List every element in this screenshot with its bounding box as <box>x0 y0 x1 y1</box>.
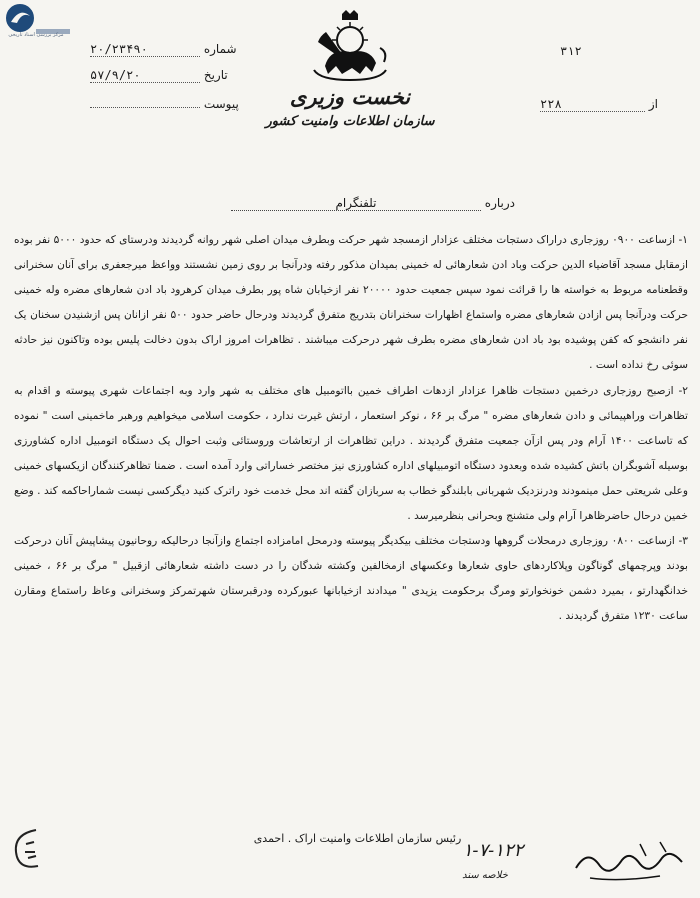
paragraph-1: ۱- ازساعت ۰۹۰۰ روزجاری دراراک دستجات مختلف عزادار ازمسجد شهر حرکت وبطرف میدان اصلی شهر روانه گردیدند ودرستای که حدود ۵۰۰۰ نفر بوده ازمقابل مسجد آقاضیاء الدین حرکت وباد ادن شعارهائی له خمینی بمیدان مذکور رفته ودرآنجا بر روی زمین نشستند وواعظ میرجعفری برای آنان سخنرانی وقطعنامه مربوط به خواسته ها را قرائت نمود سپس جمعیت حدود ۲۰۰۰۰ نفر ازخیابان شاه پور بطرف میدان کرهرود باد ادن شعارهای مضره وله خمینی حرکت ودرآنجا پس ازادن شعارهای مضره واستماع اظهارات سخنرانان بتدریج متفرق گردیدند ودرحال حاضر حدود ۵۰۰ نفر ازانان پس ازشنیدن سخنان یک نفر دانشجو که کفن پوشیده بود باد ادن شعارهای مضره بطرف شهر درحرکت میباشند . تظاهرات امروز اراک بدون دخالت پلیس بوده وتاکنون نیز حادثه سوئی رخ نداده است . <box>14 234 688 372</box>
field-tarikh <box>90 68 260 83</box>
field-peyvast-label: پیوست <box>203 97 239 111</box>
field-az-label: از <box>648 97 658 111</box>
document-body <box>14 228 688 630</box>
signer-title: رئیس سازمان اطلاعات وامنیت اراک . احمدی <box>253 832 462 845</box>
field-shomareh <box>90 42 260 57</box>
subject-value: تلفنگرام <box>231 196 481 211</box>
handwritten-file-number: ۱-۷-۱۲۲ <box>462 840 524 861</box>
paragraph-3: ۳- ازساعت ۰۸۰۰ روزجاری درمحلات گروهها ودستجات مختلف بیکدیگر پیوسته ودرمحل امامزاده اجتماع وازآنجا درحالیکه روحانیون پیشاپیش آنان درحرکت بودند وپرچمهای گوناگون وپلاکاردهای حاوی شعارها وعکسهای ازمخالفین وکشته شدگان را در دست داشته شعارهائی ازقبیل " مرگ بر ۶۶ ، خمینی خدانگهدارتو ، بمیرد دشمن خونخوارتو ومرگ برحکومت یزیدی " میدادند ازخیابانها عبورکرده ودرقبرستان شهرتمرکز وسخنرانی وعاظ راستماع ومقارن ساعت ۱۲۳۰ متفرق گردیدند . <box>14 535 688 623</box>
office-title: نخست وزیری <box>289 84 411 109</box>
subject-row <box>185 196 515 211</box>
header-number-top: ۳۱۲ <box>560 44 582 58</box>
office-subtitle: سازمان اطلاعات وامنیت کشور <box>265 114 435 129</box>
field-shomareh-label: شماره <box>203 42 237 56</box>
field-az-value: ۲۲۸ <box>540 97 645 112</box>
handwritten-document-summary: خلاصه سند <box>462 870 508 881</box>
field-az <box>540 97 680 112</box>
field-shomareh-value: ۲۰/۲۳۴۹۰ <box>90 42 200 57</box>
field-tarikh-value: ۵۷/۹/۲۰ <box>90 68 200 83</box>
field-tarikh-label: تاریخ <box>203 68 228 82</box>
paragraph-2: ۲- ازصبح روزجاری درخمین دستجات ظاهرا عزادار ازدهات اطراف خمین بااتومبیل های مختلف به شهر وارد وبه اجتماعات شهری پیوسته و اقدام به تظاهرات وراهپیمائی و دادن شعارهای مضره " مرگ بر ۶۶ ، نوکر استعمار ، ارتش غیرت ندارد ، حکومت اسلامی میخواهیم ورهبر ماخمینی است " نموده که تاساعت ۱۴۰۰ آرام ودر پس ازآن جمعیت متفرق گردیدند . دراین تظاهرات از ارتعاشات وروستائی وثبت احوال یک دستگاه اتومبیل اداره کشاورزی بوسیله آشوبگران باتش کشیده شده وبعدود دستگاه اتومبیلهای اداره کشاورزی نیز مختصر خساراتی وارد آمده است . ضمنا تظاهرکنندگان ازیکسهای خمینی وعلی شریعتی حمل مینمودند ودرنزدیک شهربانی بابلندگو خطاب به سربازان گفته اند محل خدمت خود راترک کنید دیگرکسی نیست شماراحاکمه کند . وضع خمین درحال حاضرظاهرا آرام ولی متشنج وبحرانی بنظرمیرسد . <box>14 384 688 523</box>
lion-and-sun-emblem-icon <box>300 8 400 84</box>
subject-label: درباره <box>484 196 515 210</box>
archive-logo-caption: مرکز بررسی اسناد تاریخی <box>8 32 64 38</box>
handwritten-margin-mark <box>8 826 48 874</box>
signature-icon <box>570 838 690 886</box>
